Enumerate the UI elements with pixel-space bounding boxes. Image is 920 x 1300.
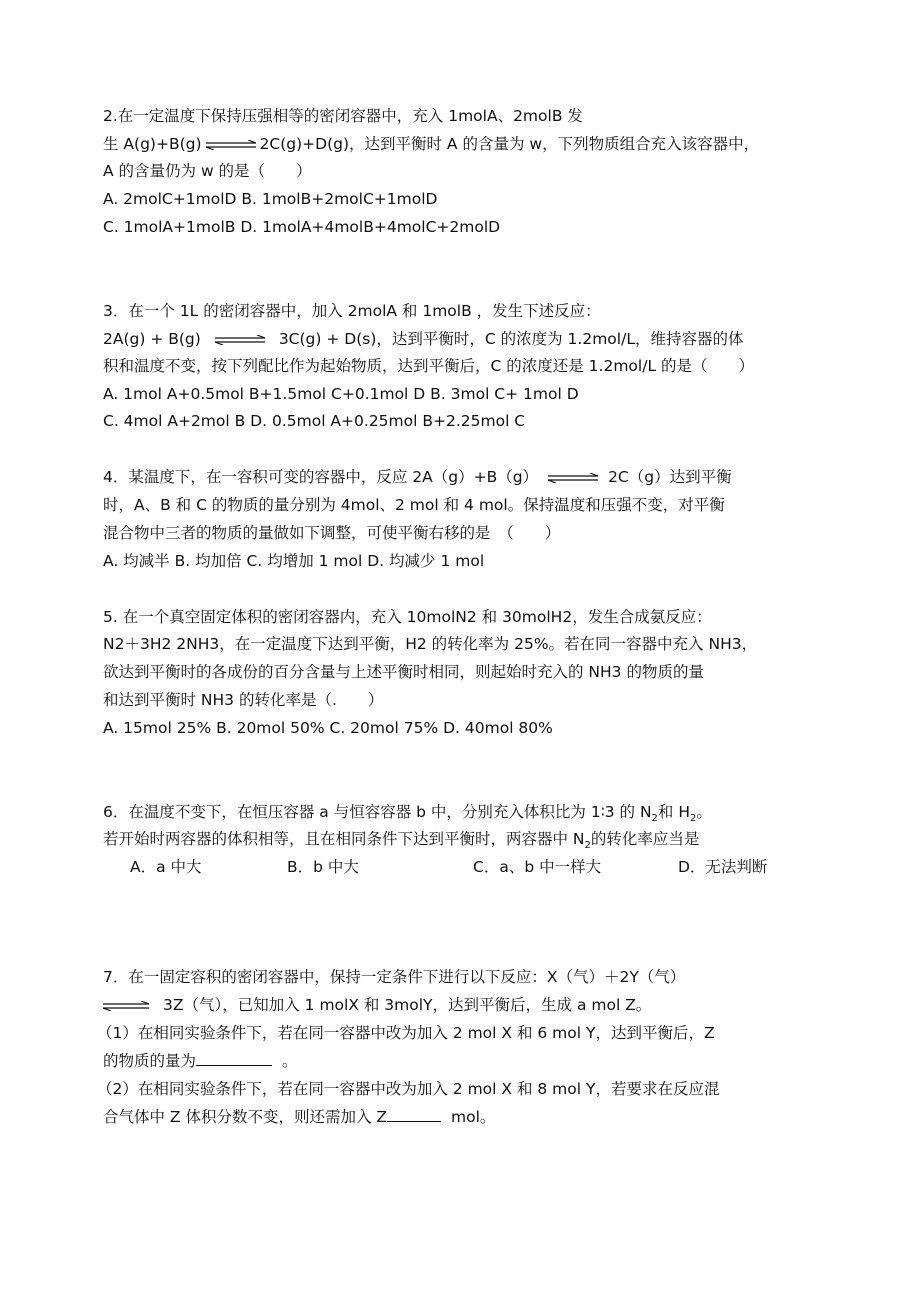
q2-line-1: 2.在一定温度下保持压强相等的密闭容器中，充入 1molA、2molB 发 [103,107,583,125]
q4-line-1 [103,467,732,487]
q3-line-2 [103,329,743,349]
q6-text-e: 的转化率应当是 [590,830,700,848]
q5-line-2: N2＋3H2 2NH3，在一定温度下达到平衡，H2 的转化率为 25%。若在同一容器中充入 NH3， [103,635,758,653]
q7-part-2-line-2 [103,1107,495,1127]
q3-line-3: 积和温度不变，按下列配比作为起始物质，达到平衡后，C 的浓度还是 1.2mol/L 的是（ ） [103,357,755,375]
q2-line-3: A 的含量仍为 w 的是（ ） [103,162,312,180]
q6-line-1 [103,802,712,829]
q4-options: A. 均减半 B. 均加倍 C. 均增加 1 mol D. 均减少 1 mol [103,552,485,570]
q6-text-c: 。 [696,803,712,821]
q7-part-2-end: mol。 [451,1108,496,1126]
q5-line-3: 欲达到平衡时的各成份的百分含量与上述平衡时相同，则起始时充入的 NH3 的物质的量 [103,663,704,681]
equilibrium-arrow-icon [215,335,265,345]
q4-reaction-left: 4．某温度下，在一容积可变的容器中，反应 2A（g）+B（g） [103,468,539,486]
q6-text-a: 6．在温度不变下，在恒压容器 a 与恒容容器 b 中，分别充入体积比为 1∶3 的 N [103,803,652,821]
q7-line-1: 7．在一固定容积的密闭容器中，保持一定条件下进行以下反应：X（气）＋2Y（气） [103,968,686,986]
q5-line-1: 5. 在一个真空固定体积的密闭容器内，充入 10molN2 和 30molH2，发生合成氨反应： [103,608,712,626]
q4-line-2: 时，A、B 和 C 的物质的量分别为 4mol、2 mol 和 4 mol。保持温度和压强不变，对平衡 [103,496,725,514]
q6-subscript: 2 [690,813,697,825]
q2-reaction-right: 2C(g)+D(g)，达到平衡时 A 的含量为 w，下列物质组合充入该容器中， [259,135,760,153]
q3-line-1: 3．在一个 1L 的密闭容器中，加入 2molA 和 1molB ，发生下述反应： [103,302,601,320]
equilibrium-arrow-icon [548,473,598,483]
answer-blank[interactable] [196,1051,272,1066]
equilibrium-arrow-icon [206,140,256,150]
q2-reaction-left: 生 A(g)+B(g) [103,135,202,153]
q6-subscript: 2 [651,813,658,825]
q2-options-cd: C. 1molA+1molB D. 1molA+4molB+4molC+2molD [103,218,501,236]
q2-options-ab: A. 2molC+1molD B. 1molB+2molC+1molD [103,190,438,208]
q3-reaction-right: 3C(g) + D(s)，达到平衡时，C 的浓度为 1.2mol/L，维持容器的体 [278,330,744,348]
q7-part-1-end: 。 [282,1052,298,1070]
q2-line-2 [103,134,759,154]
q3-reaction-left: 2A(g) + B(g) [103,330,201,348]
q6-subscript: 2 [584,840,591,852]
q7-part-1-line-1: （1）在相同实验条件下，若在同一容器中改为加入 2 mol X 和 6 mol Y，达到平衡后，Z [97,1024,715,1042]
q7-line-2-text: 3Z（气），已知加入 1 molX 和 3molY，达到平衡后，生成 a mol Z。 [163,996,652,1014]
q6-line-2 [103,829,699,856]
q5-line-4: 和达到平衡时 NH3 的转化率是（. ） [103,691,384,709]
q7-line-2 [103,995,651,1015]
answer-blank[interactable] [387,1107,441,1122]
q6-option-a: A．a 中大 [130,858,202,876]
q5-options: A. 15mol 25% B. 20mol 50% C. 20mol 75% D. 40mol 80% [103,719,553,737]
q7-part-1-line-2 [103,1051,298,1071]
equilibrium-arrow-icon [103,1001,149,1011]
q4-reaction-right: 2C（g）达到平衡 [608,468,732,486]
q7-part-1-text: 的物质的量为 [103,1052,197,1070]
q3-options-cd: C. 4mol A+2mol B D. 0.5mol A+0.25mol B+2.25mol C [103,412,526,430]
q6-text-b: 和 H [657,803,691,821]
q6-option-d: D．无法判断 [678,858,768,876]
q4-line-3: 混合物中三者的物质的量做如下调整，可使平衡右移的是 （ ） [103,524,561,542]
q6-text-d: 若开始时两容器的体积相等，且在相同条件下达到平衡时，两容器中 N [103,830,585,848]
q7-part-2-line-1: （2）在相同实验条件下，若在同一容器中改为加入 2 mol X 和 8 mol Y，若要求在反应混 [97,1080,720,1098]
q7-part-2-text: 合气体中 Z 体积分数不变，则还需加入 Z [103,1108,388,1126]
q6-option-b: B．b 中大 [287,858,359,876]
q3-options-ab: A. 1mol A+0.5mol B+1.5mol C+0.1mol D B. 3mol C+ 1mol D [103,385,579,403]
q6-option-c: C．a、b 中一样大 [473,858,602,876]
